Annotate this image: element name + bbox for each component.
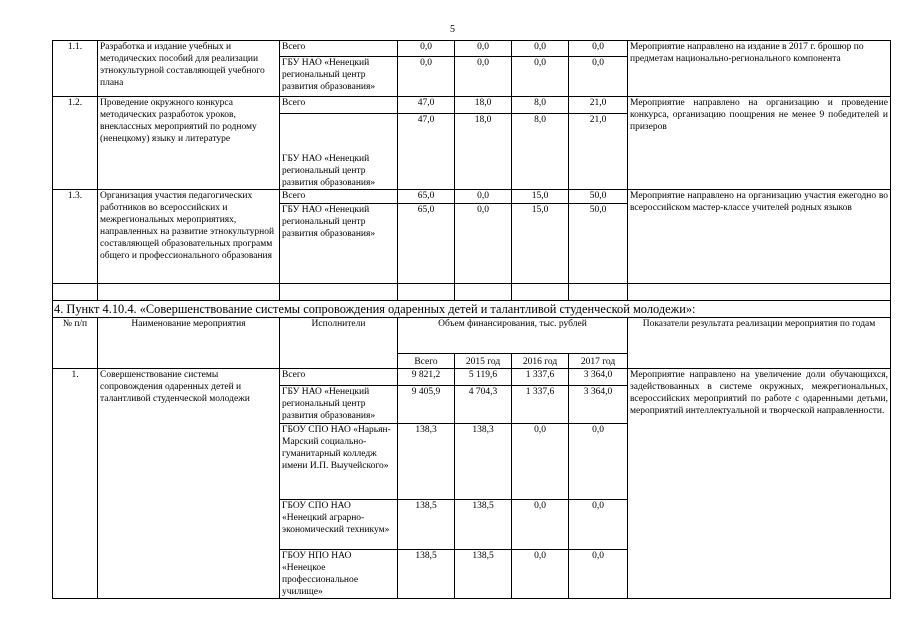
value-2016: 0,0 bbox=[512, 424, 569, 500]
executor-cell: ГБОУ СПО НАО «Ненецкий аграрно-экономический техникум» bbox=[280, 500, 398, 550]
activity-name: Организация участия педагогических работников во всероссийских и межрегиональных мероприятиях, направленных на развитие этнокультурной составляющей образовательных программ общего и профессионального образования bbox=[98, 190, 280, 284]
header-2015: 2015 год bbox=[455, 354, 512, 369]
value-2016: 1 337,6 bbox=[512, 369, 569, 386]
table-row bbox=[53, 97, 891, 114]
executor-cell: ГБУ НАО «Ненецкий региональный центр развития образования» bbox=[280, 114, 398, 190]
header-funding: Объем финансирования, тыс. рублей bbox=[398, 318, 628, 354]
value-2015: 138,3 bbox=[455, 424, 512, 500]
value-total: 65,0 bbox=[398, 190, 455, 204]
value-total: 0,0 bbox=[398, 57, 455, 97]
value-2017: 3 364,0 bbox=[569, 386, 628, 424]
executor-cell: Всего bbox=[280, 41, 398, 57]
table-row bbox=[53, 41, 891, 57]
value-2017: 0,0 bbox=[569, 424, 628, 500]
value-total: 138,5 bbox=[398, 550, 455, 599]
value-2016: 1 337,6 bbox=[512, 386, 569, 424]
value-2017: 50,0 bbox=[569, 190, 628, 204]
value-2016: 15,0 bbox=[512, 204, 569, 284]
row-number: 1. bbox=[53, 369, 98, 599]
executor-cell: ГБОУ НПО НАО «Ненецкое профессиональное училище» bbox=[280, 550, 398, 599]
empty-row bbox=[53, 284, 891, 301]
header-name: Наименование мероприятия bbox=[98, 318, 280, 369]
value-total: 0,0 bbox=[398, 41, 455, 57]
result-indicator: Мероприятие направлено на издание в 2017 г. брошюр по предметам национально-регионального компонента bbox=[628, 41, 891, 97]
executor-cell: ГБОУ СПО НАО «Нарьян-Марский социально-гуманитарный колледж имени И.П. Выучейского» bbox=[280, 424, 398, 500]
value-2016: 8,0 bbox=[512, 114, 569, 190]
value-2017: 3 364,0 bbox=[569, 369, 628, 386]
section-title: 4. Пункт 4.10.4. «Совершенствование системы сопровождения одаренных детей и талантливой студенческой молодежи»: bbox=[53, 301, 891, 318]
table-row bbox=[53, 369, 891, 386]
value-total: 65,0 bbox=[398, 204, 455, 284]
value-2016: 8,0 bbox=[512, 97, 569, 114]
header-2017: 2017 год bbox=[569, 354, 628, 369]
value-2015: 18,0 bbox=[455, 114, 512, 190]
value-2015: 138,5 bbox=[455, 550, 512, 599]
result-indicator: Мероприятие направлено на организацию и проведение конкурса, организацию поощрения не менее 9 победителей и призеров bbox=[628, 97, 891, 190]
value-total: 138,5 bbox=[398, 500, 455, 550]
row-number: 1.3. bbox=[53, 190, 98, 284]
value-2015: 4 704,3 bbox=[455, 386, 512, 424]
activity-name: Проведение окружного конкурса методических разработок уроков, внеклассных мероприятий по родному (ненецкому) языку и литературе bbox=[98, 97, 280, 190]
executor-cell: Всего bbox=[280, 190, 398, 204]
value-total: 9 821,2 bbox=[398, 369, 455, 386]
section-title-row bbox=[53, 301, 891, 318]
value-total: 47,0 bbox=[398, 97, 455, 114]
value-2017: 0,0 bbox=[569, 41, 628, 57]
executor-cell: ГБУ НАО «Ненецкий региональный центр развития образования» bbox=[280, 204, 398, 284]
row-number: 1.1. bbox=[53, 41, 98, 97]
activity-name: Разработка и издание учебных и методических пособий для реализации этнокультурной составляющей учебного плана bbox=[98, 41, 280, 97]
value-2015: 138,5 bbox=[455, 500, 512, 550]
table-header-row bbox=[53, 318, 891, 354]
value-2017: 21,0 bbox=[569, 97, 628, 114]
value-total: 47,0 bbox=[398, 114, 455, 190]
header-num: № п/п bbox=[53, 318, 98, 369]
value-2016: 15,0 bbox=[512, 190, 569, 204]
value-2017: 50,0 bbox=[569, 204, 628, 284]
result-indicator: Мероприятие направлено на организацию участия ежегодно во всероссийском мастер-классе учителей родных языков bbox=[628, 190, 891, 284]
executor-cell: ГБУ НАО «Ненецкий региональный центр развития образования» bbox=[280, 57, 398, 97]
value-2016: 0,0 bbox=[512, 57, 569, 97]
value-2016: 0,0 bbox=[512, 500, 569, 550]
header-total: Всего bbox=[398, 354, 455, 369]
value-2016: 0,0 bbox=[512, 550, 569, 599]
value-2015: 5 119,6 bbox=[455, 369, 512, 386]
header-indicators: Показатели результата реализации мероприятия по годам bbox=[628, 318, 891, 369]
value-2017: 0,0 bbox=[569, 550, 628, 599]
result-indicator: Мероприятие направлено на увеличение доли обучающихся, задействованных в системе окружных, межрегиональных, всероссийских мероприятий по работе с одаренными детьми, мероприятий интеллектуальной и творческой направленности. bbox=[628, 369, 891, 599]
value-2017: 0,0 bbox=[569, 57, 628, 97]
value-2017: 21,0 bbox=[569, 114, 628, 190]
table-row bbox=[53, 190, 891, 204]
value-total: 138,3 bbox=[398, 424, 455, 500]
executor-cell: ГБУ НАО «Ненецкий региональный центр развития образования» bbox=[280, 386, 398, 424]
value-2016: 0,0 bbox=[512, 41, 569, 57]
value-2015: 18,0 bbox=[455, 97, 512, 114]
row-number: 1.2. bbox=[53, 97, 98, 190]
value-total: 9 405,9 bbox=[398, 386, 455, 424]
executor-cell: Всего bbox=[280, 369, 398, 386]
value-2015: 0,0 bbox=[455, 190, 512, 204]
value-2017: 0,0 bbox=[569, 500, 628, 550]
value-2015: 0,0 bbox=[455, 204, 512, 284]
header-executors: Исполнители bbox=[280, 318, 398, 369]
executor-cell: Всего bbox=[280, 97, 398, 114]
activity-name: Совершенствование системы сопровождения одаренных детей и талантливой студенческой молодежи bbox=[98, 369, 280, 599]
header-2016: 2016 год bbox=[512, 354, 569, 369]
value-2015: 0,0 bbox=[455, 41, 512, 57]
page-number: 5 bbox=[450, 24, 455, 35]
program-table bbox=[52, 40, 891, 599]
value-2015: 0,0 bbox=[455, 57, 512, 97]
